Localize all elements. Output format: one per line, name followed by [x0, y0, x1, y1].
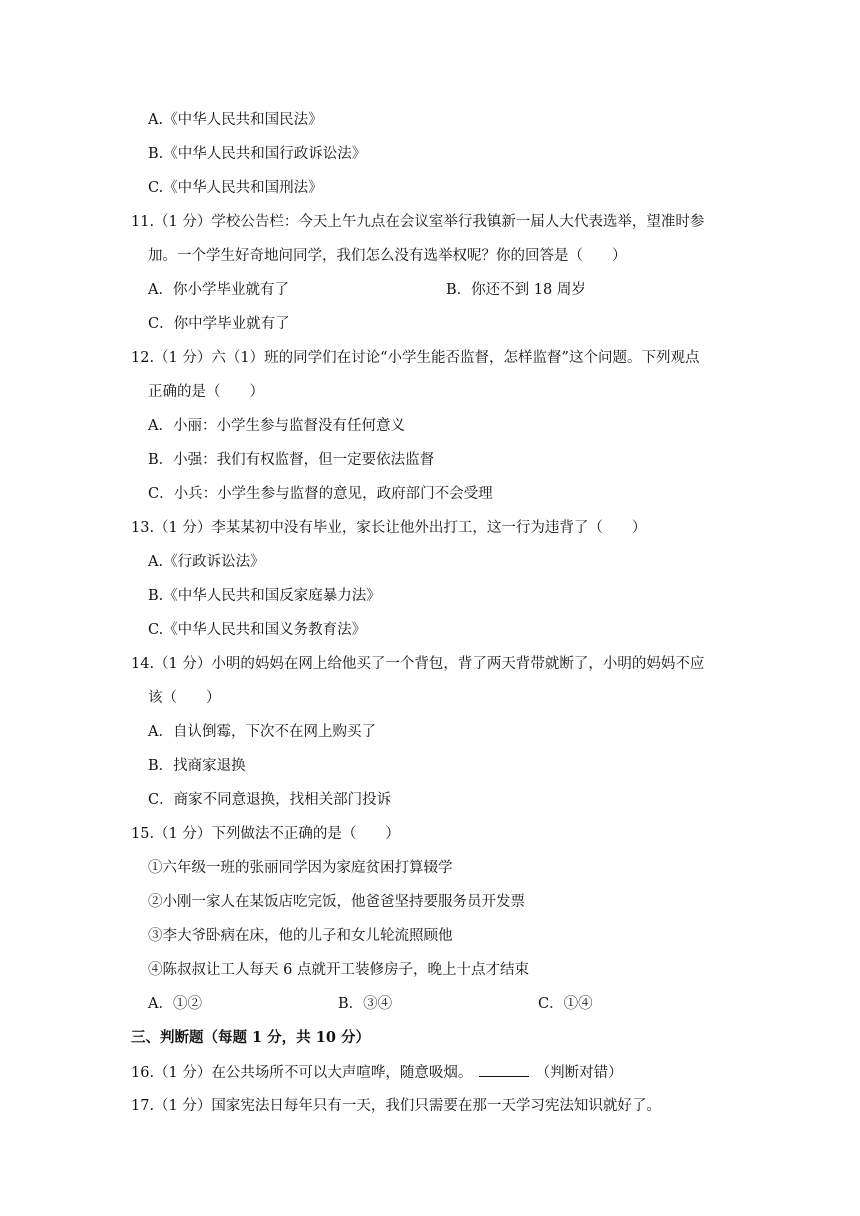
- section-3-title: 三、判断题（每题 1 分，共 10 分）: [131, 1029, 370, 1046]
- question-17: 17.（1 分）国家宪法日每年只有一天，我们只需要在那一天学习宪法知识就好了。: [131, 1098, 661, 1114]
- question-15-item-4: ④陈叔叔让工人每天 6 点就开工装修房子，晚上十点才结束: [148, 962, 529, 978]
- question-16-text: 16.（1 分）在公共场所不可以大声喧哗，随意吸烟。: [131, 1065, 473, 1081]
- question-15-line1: 15.（1 分）下列做法不正确的是（ ）: [131, 826, 400, 842]
- question-16-suffix: （判断对错）: [535, 1065, 623, 1081]
- question-11-option-b: B．你还不到 18 周岁: [446, 282, 586, 298]
- question-12-option-b: B．小强：我们有权监督，但一定要依法监督: [148, 452, 435, 468]
- question-14-option-b: B．找商家退换: [148, 758, 246, 774]
- question-16: [131, 1062, 623, 1083]
- question-13-line1: 13.（1 分）李某某初中没有毕业，家长让他外出打工，这一行为违背了（ ）: [131, 520, 647, 536]
- question-11-option-c: C．你中学毕业就有了: [148, 316, 290, 332]
- question-14-option-a: A．自认倒霉，下次不在网上购买了: [148, 724, 376, 740]
- question-15-option-c: C．①④: [538, 996, 593, 1012]
- question-11-option-a: A．你小学毕业就有了: [148, 282, 289, 298]
- question-13-option-b: B.《中华人民共和国反家庭暴力法》: [148, 588, 381, 604]
- question-13-option-c: C.《中华人民共和国义务教育法》: [148, 622, 367, 638]
- question-14-option-c: C．商家不同意退换，找相关部门投诉: [148, 792, 392, 808]
- option-b: B.《中华人民共和国行政诉讼法》: [148, 146, 367, 162]
- answer-blank[interactable]: [479, 1062, 529, 1077]
- question-15-option-b: B．③④: [338, 996, 393, 1012]
- question-14-line1: 14.（1 分）小明的妈妈在网上给他买了一个背包，背了两天背带就断了，小明的妈妈不应: [131, 656, 705, 672]
- question-11-line1: 11.（1 分）学校公告栏：今天上午九点在会议室举行我镇新一届人大代表选举，望准时参: [131, 214, 705, 230]
- question-15-option-a: A．①②: [148, 996, 202, 1012]
- question-12-line2: 正确的是（ ）: [148, 384, 264, 400]
- question-11-line2: 加。一个学生好奇地问同学，我们怎么没有选举权呢？你的回答是（ ）: [148, 248, 627, 264]
- question-15-item-2: ②小刚一家人在某饭店吃完饭，他爸爸坚持要服务员开发票: [148, 894, 525, 910]
- option-a: A.《中华人民共和国民法》: [148, 112, 323, 128]
- question-14-line2: 该（ ）: [148, 690, 221, 706]
- question-13-option-a: A.《行政诉讼法》: [148, 554, 265, 570]
- question-12-option-a: A．小丽：小学生参与监督没有任何意义: [148, 418, 405, 434]
- question-12-line1: 12.（1 分）六（1）班的同学们在讨论“小学生能否监督，怎样监督”这个问题。下列观点: [131, 350, 700, 366]
- question-15-item-3: ③李大爷卧病在床，他的儿子和女儿轮流照顾他: [148, 928, 453, 944]
- option-c: C.《中华人民共和国刑法》: [148, 180, 323, 196]
- question-12-option-c: C．小兵：小学生参与监督的意见，政府部门不会受理: [148, 486, 493, 502]
- question-15-item-1: ①六年级一班的张丽同学因为家庭贫困打算辍学: [148, 860, 453, 876]
